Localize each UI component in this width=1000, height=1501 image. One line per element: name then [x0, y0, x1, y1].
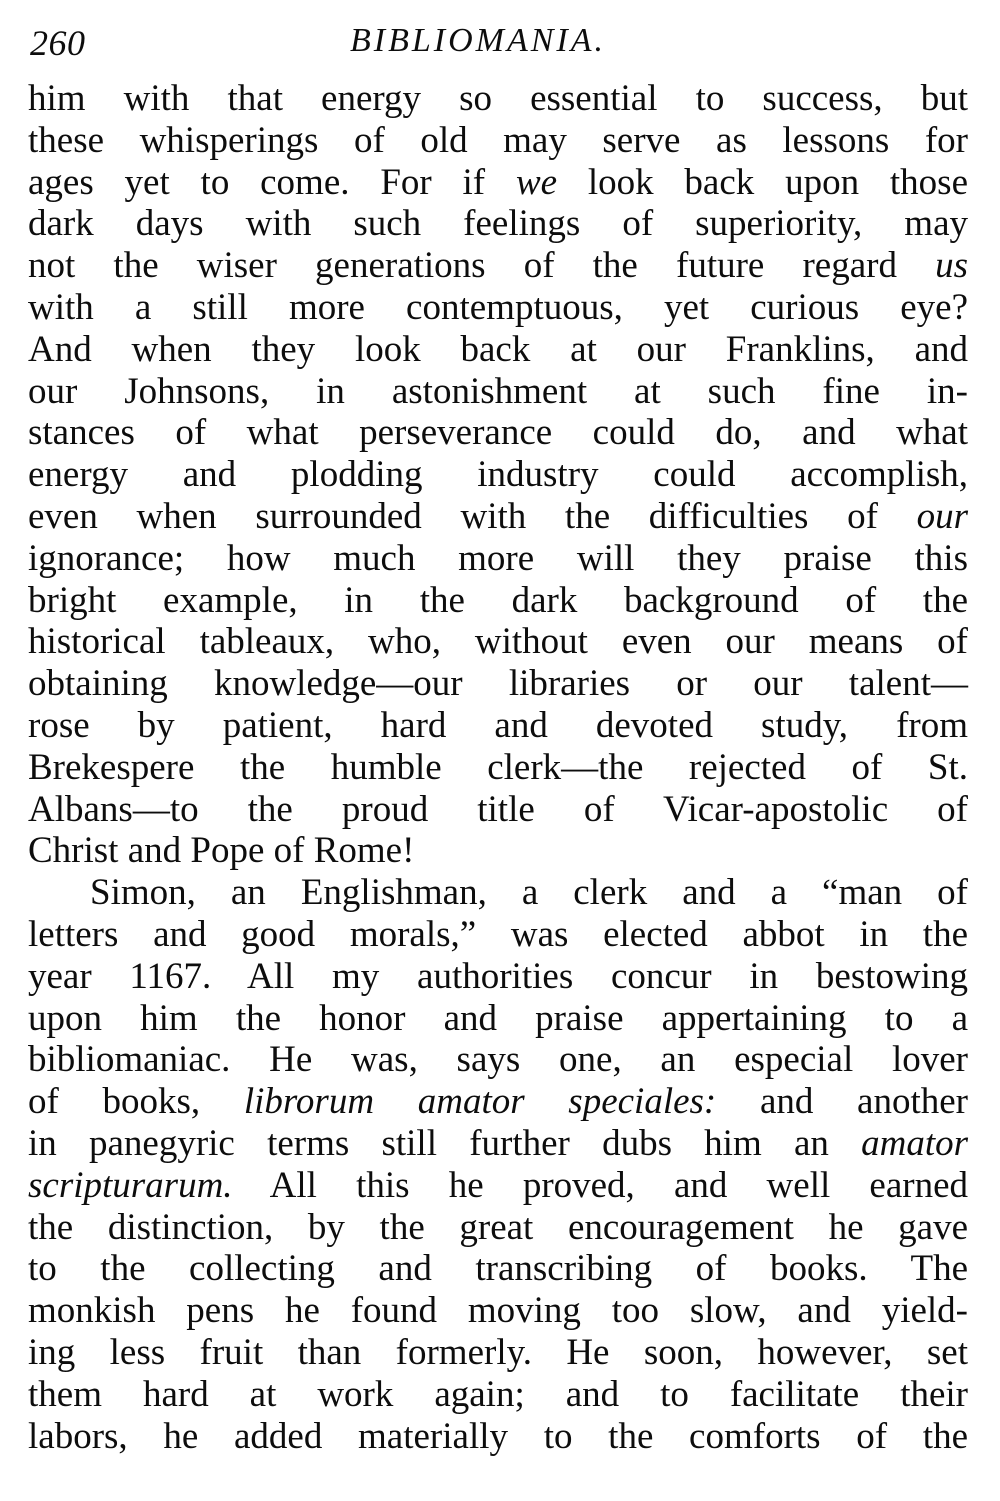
- italic-text: us: [935, 245, 968, 287]
- text-line: in panegyric terms still further dubs him an amator: [28, 1122, 968, 1164]
- italic-text: amator: [861, 1122, 968, 1164]
- text-line: stances of what perseverance could do, and what: [28, 412, 968, 454]
- text-line: And when they look back at our Franklins, and: [28, 328, 968, 370]
- text-line: them hard at work again; and to facilitate their: [28, 1373, 968, 1415]
- text-line: to the collecting and transcribing of books. The: [28, 1248, 968, 1290]
- text-line: Brekespere the humble clerk—the rejected of St.: [28, 746, 968, 788]
- text-line: scripturarum. All this he proved, and well earned: [28, 1164, 968, 1206]
- text-line: letters and good morals,” was elected abbot in the: [28, 913, 968, 955]
- text-line: year 1167. All my authorities concur in bestowing: [28, 955, 968, 997]
- text-line: dark days with such feelings of superiority, may: [28, 203, 968, 245]
- text-line: ing less fruit than formerly. He soon, however, set: [28, 1331, 968, 1373]
- text-line: ignorance; how much more will they praise this: [28, 537, 968, 579]
- italic-text: our: [916, 495, 968, 537]
- italic-text: librorum amator speciales:: [243, 1081, 717, 1123]
- text-line: even when surrounded with the difficulties of our: [28, 495, 968, 537]
- text-line: of books, librorum amator speciales: and another: [28, 1081, 968, 1123]
- book-page: [28, 18, 968, 1457]
- text-line: Simon, an Englishman, a clerk and a “man of: [90, 872, 968, 914]
- text-line: these whisperings of old may serve as lessons for: [28, 119, 968, 161]
- text-line: Christ and Pope of Rome!: [28, 830, 415, 872]
- text-line: ages yet to come. For if we look back upon those: [28, 161, 968, 203]
- running-title: BIBLIOMANIA.: [350, 22, 607, 59]
- text-line: him with that energy so essential to success, but: [28, 78, 968, 119]
- text-line: rose by patient, hard and devoted study, from: [28, 704, 968, 746]
- text-line: labors, he added materially to the comforts of the: [28, 1415, 968, 1457]
- text-line: not the wiser generations of the future regard us: [28, 245, 968, 287]
- text-line: bright example, in the dark background of the: [28, 579, 968, 621]
- text-line: energy and plodding industry could accomplish,: [28, 454, 968, 496]
- italic-text: we: [515, 161, 558, 203]
- text-line: obtaining knowledge—our libraries or our talent—: [28, 663, 968, 705]
- text-line: with a still more contemptuous, yet curious eye?: [28, 286, 968, 328]
- body-text: [28, 78, 968, 1457]
- text-line: upon him the honor and praise appertaining to a: [28, 997, 968, 1039]
- italic-text: scripturarum.: [28, 1164, 233, 1206]
- text-line: monkish pens he found moving too slow, and yield-: [28, 1290, 968, 1332]
- running-head: [28, 18, 968, 78]
- text-line: Albans—to the proud title of Vicar-apostolic of: [28, 788, 968, 830]
- page-number: 260: [30, 23, 86, 63]
- text-line: historical tableaux, who, without even our means of: [28, 621, 968, 663]
- text-line: our Johnsons, in astonishment at such fine in-: [28, 370, 968, 412]
- text-line: bibliomaniac. He was, says one, an especial lover: [28, 1039, 968, 1081]
- text-line: the distinction, by the great encouragement he gave: [28, 1206, 968, 1248]
